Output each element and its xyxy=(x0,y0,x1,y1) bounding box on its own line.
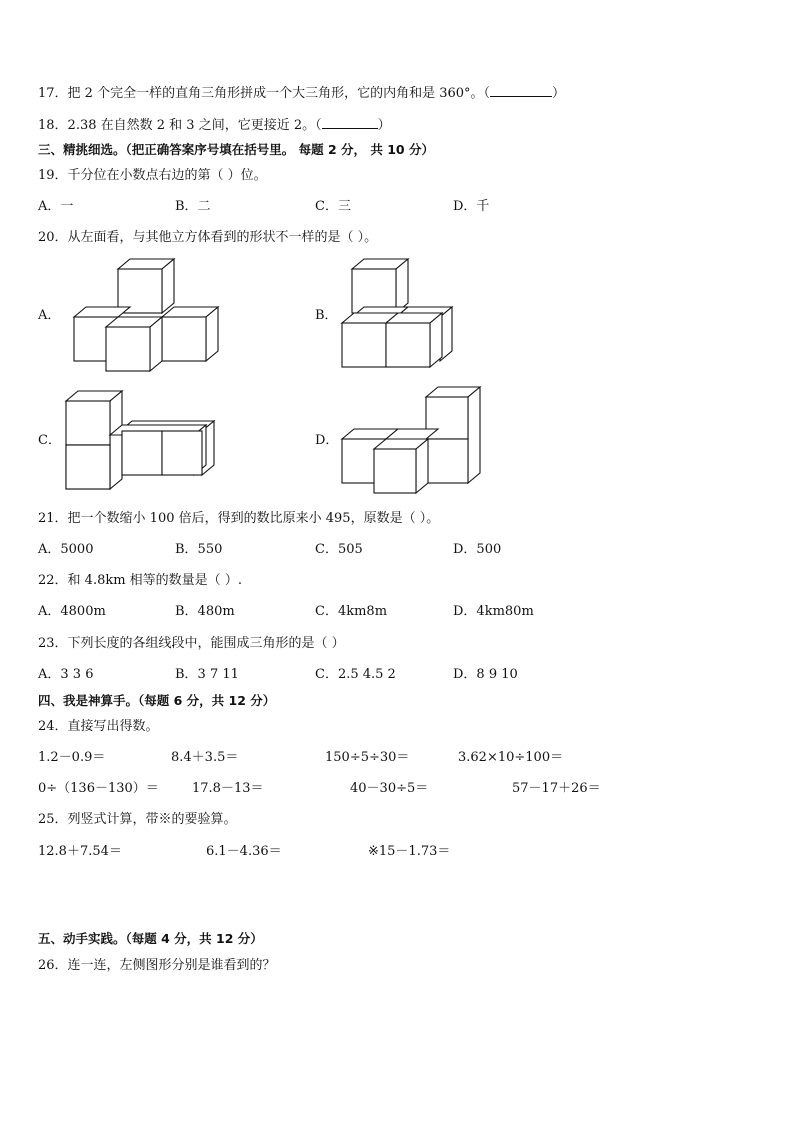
question-17-text: 17．把 2 个完全一样的直角三角形拼成一个大三角形，它的内角和是 360°。（ xyxy=(38,86,491,101)
q24-item-1: 1.2－0.9＝ xyxy=(38,750,106,765)
q21-option-d[interactable]: D．500 xyxy=(453,542,502,557)
q24-item-7: 40－30÷5＝ xyxy=(350,781,429,796)
section-3-heading: 三、精挑细选。（把正确答案序号填在括号里。 每题 2 分， 共 10 分） xyxy=(38,142,434,157)
q25-item-1: 12.8＋7.54＝ xyxy=(38,844,122,859)
q22-option-a[interactable]: A．4800m xyxy=(38,604,106,619)
cube-figure-d[interactable] xyxy=(340,383,490,498)
q19-option-a[interactable]: A．一 xyxy=(38,199,74,214)
q25-item-2: 6.1－4.36＝ xyxy=(206,844,282,859)
q22-option-c[interactable]: C．4km8m xyxy=(315,604,388,619)
answer-blank-18[interactable] xyxy=(322,116,378,129)
question-23: 23．下列长度的各组线段中，能围成三角形的是（ ） xyxy=(38,636,345,651)
q19-option-d[interactable]: D．千 xyxy=(453,199,490,214)
q20-option-b-label[interactable]: B． xyxy=(315,308,338,323)
q21-option-b[interactable]: B．550 xyxy=(175,542,223,557)
question-20: 20．从左面看，与其他立方体看到的形状不一样的是（ ）。 xyxy=(38,230,378,245)
q24-item-4: 3.62×10÷100＝ xyxy=(458,750,564,765)
section-4-heading: 四、我是神算手。（每题 6 分，共 12 分） xyxy=(38,693,276,708)
cube-figure-a[interactable] xyxy=(70,255,220,375)
q22-option-b[interactable]: B．480m xyxy=(175,604,235,619)
q24-item-2: 8.4＋3.5＝ xyxy=(171,750,239,765)
q21-option-a[interactable]: A．5000 xyxy=(38,542,94,557)
q24-item-5: 0÷（136－130）＝ xyxy=(38,781,159,796)
answer-blank-17[interactable] xyxy=(490,84,552,97)
question-22: 22．和 4.8km 相等的数量是（ ）. xyxy=(38,573,242,588)
question-18-text: 18．2.38 在自然数 2 和 3 之间，它更接近 2。（ xyxy=(38,118,322,133)
question-19: 19．千分位在小数点右边的第（ ）位。 xyxy=(38,168,267,183)
q20-option-a-label[interactable]: A． xyxy=(38,308,61,323)
question-25: 25．列竖式计算，带※的要验算。 xyxy=(38,812,237,827)
q19-option-b[interactable]: B．二 xyxy=(175,199,211,214)
q20-option-c-label[interactable]: C． xyxy=(38,433,61,448)
q23-option-c[interactable]: C．2.5 4.5 2 xyxy=(315,667,396,682)
q20-option-d-label[interactable]: D． xyxy=(315,433,339,448)
q24-item-3: 150÷5÷30＝ xyxy=(325,750,410,765)
cube-figure-c[interactable] xyxy=(64,385,224,495)
section-5-heading: 五、动手实践。（每题 4 分，共 12 分） xyxy=(38,931,263,946)
q24-item-6: 17.8－13＝ xyxy=(192,781,264,796)
q21-option-c[interactable]: C．505 xyxy=(315,542,363,557)
question-18 xyxy=(38,116,391,134)
question-17-end: ） xyxy=(552,86,566,101)
q24-item-8: 57－17＋26＝ xyxy=(512,781,601,796)
cube-figure-b[interactable] xyxy=(340,255,460,375)
question-21: 21．把一个数缩小 100 倍后，得到的数比原来小 495，原数是（ ）。 xyxy=(38,511,440,526)
question-24: 24．直接写出得数。 xyxy=(38,719,159,734)
q23-option-a[interactable]: A．3 3 6 xyxy=(38,667,94,682)
q22-option-d[interactable]: D．4km80m xyxy=(453,604,534,619)
q23-option-d[interactable]: D．8 9 10 xyxy=(453,667,518,682)
question-26: 26．连一连，左侧图形分别是谁看到的？ xyxy=(38,958,276,973)
question-18-end: ） xyxy=(377,118,391,133)
q19-option-c[interactable]: C．三 xyxy=(315,199,351,214)
question-17 xyxy=(38,84,565,102)
q23-option-b[interactable]: B．3 7 11 xyxy=(175,667,239,682)
q25-item-3: ※15－1.73＝ xyxy=(368,844,451,859)
